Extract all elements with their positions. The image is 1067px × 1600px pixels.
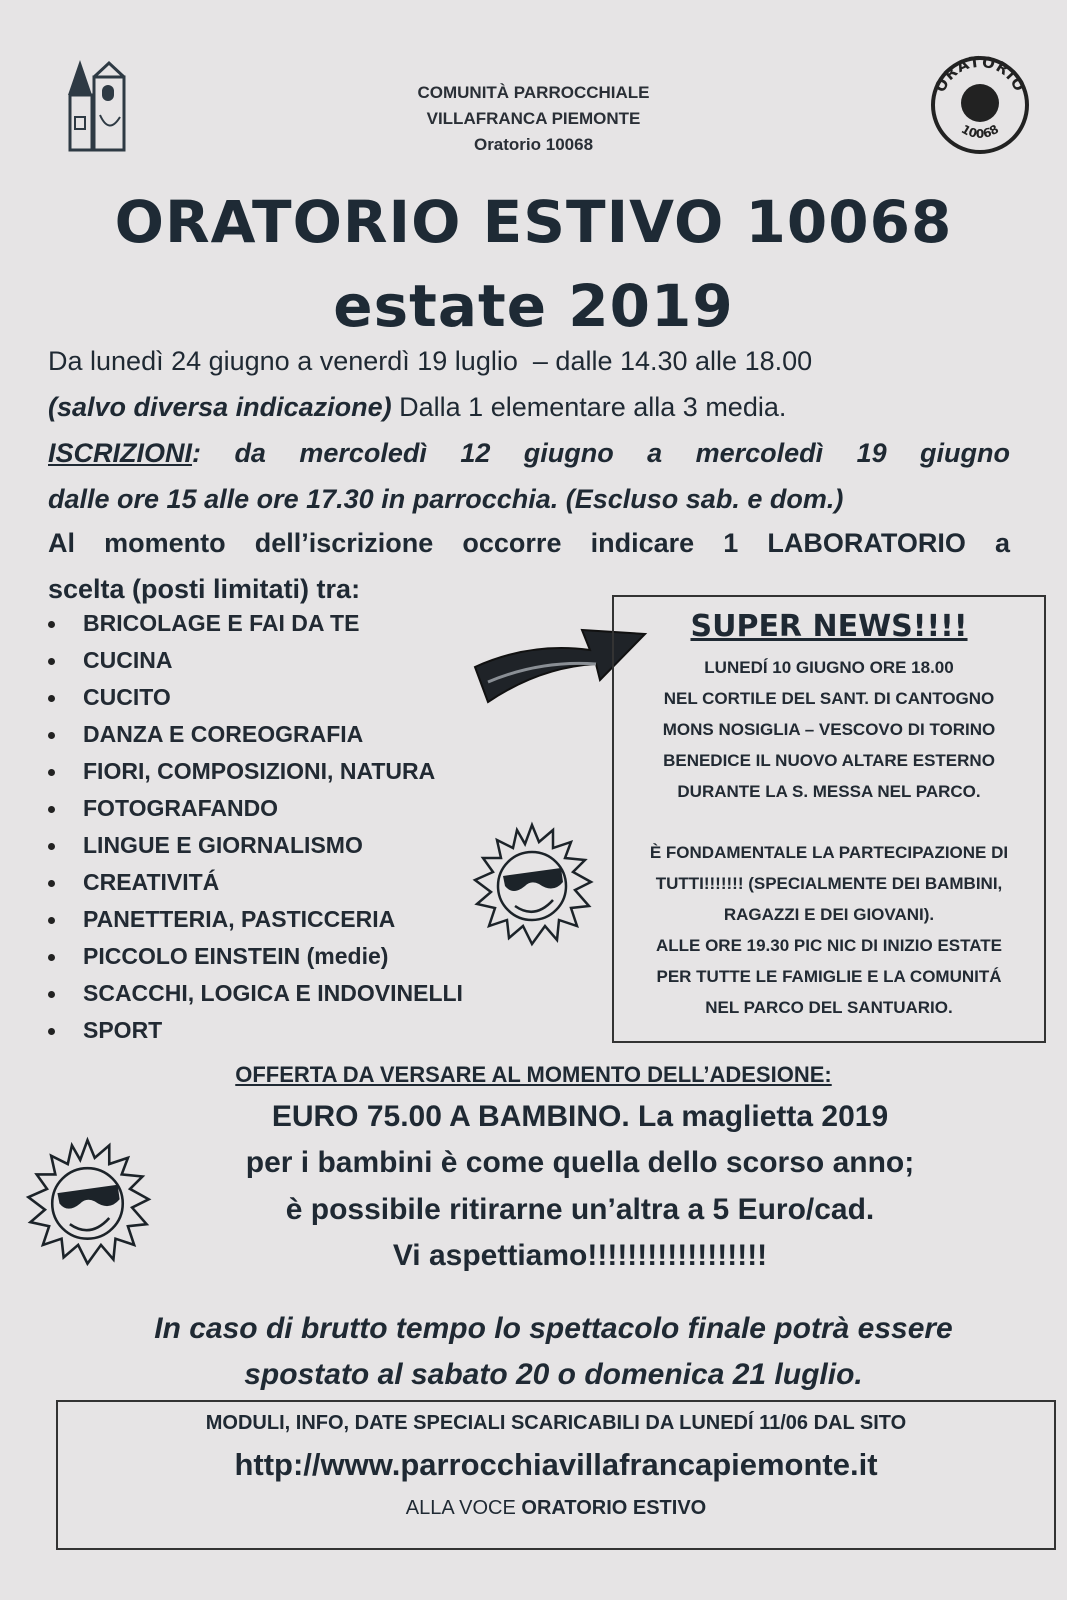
header-line-1: COMUNITÀ PARROCCHIALE <box>417 83 650 102</box>
exception-text: (salvo diversa indicazione) <box>48 392 392 422</box>
bullet-icon <box>48 880 55 887</box>
sun-sunglasses-icon <box>465 820 600 955</box>
super-news-box <box>612 595 1046 1043</box>
list-item <box>48 647 463 684</box>
news-line: NEL CORTILE DEL SANT. DI CANTOGNO <box>663 689 995 708</box>
list-item <box>48 1017 463 1054</box>
lab-intro-line-1: Al momento dell’iscrizione occorre indicare 1 LABORATORIO a <box>48 528 1010 558</box>
news-line: DURANTE LA S. MESSA NEL PARCO. <box>677 782 981 801</box>
list-item <box>48 980 463 1017</box>
bullet-icon <box>48 732 55 739</box>
super-news-title: SUPER NEWS!!!! <box>690 609 968 644</box>
lab-label: PANETTERIA, PASTICCERIA <box>83 906 396 932</box>
bullet-icon <box>48 658 55 665</box>
news-line: BENEDICE IL NUOVO ALTARE ESTERNO <box>663 751 995 770</box>
bullet-icon <box>48 806 55 813</box>
bullet-icon <box>48 769 55 776</box>
iscrizioni-line-1 <box>48 438 1010 469</box>
lab-label: SPORT <box>83 1017 163 1043</box>
offer-line-4: Vi aspettiamo!!!!!!!!!!!!!!!!!! <box>392 1239 768 1272</box>
footer-box <box>56 1400 1056 1550</box>
lab-label: CREATIVITÁ <box>83 869 220 895</box>
lab-label: FOTOGRAFANDO <box>83 795 279 821</box>
footer-line-3-pre: ALLA VOCE <box>405 1497 522 1519</box>
lab-list <box>48 610 463 1054</box>
offer-heading-text: OFFERTA DA VERSARE AL MOMENTO DELL’ADESIONE: <box>235 1062 832 1087</box>
lab-label: SCACCHI, LOGICA E INDOVINELLI <box>83 980 463 1006</box>
dash-text: – <box>532 346 548 376</box>
oratorio-stamp-icon <box>925 55 1035 155</box>
list-item <box>48 610 463 647</box>
svg-text:10068 <box>959 122 1001 141</box>
offer-line-2: per i bambini è come quella dello scorso anno; <box>245 1146 915 1179</box>
footer-line-3 <box>58 1497 1054 1520</box>
lab-label: FIORI, COMPOSIZIONI, NATURA <box>83 758 436 784</box>
news-line: NEL PARCO DEL SANTUARIO. <box>705 998 953 1017</box>
footer-line-1: MODULI, INFO, DATE SPECIALI SCARICABILI DA LUNEDÍ 11/06 DAL SITO <box>205 1412 907 1434</box>
lab-label: DANZA E COREOGRAFIA <box>83 721 364 747</box>
list-item <box>48 758 463 795</box>
list-item <box>48 906 463 943</box>
iscrizioni-text-1: da mercoledì 12 giugno a mercoledì 19 giugno <box>234 438 1010 468</box>
dates-line <box>48 346 812 377</box>
list-item <box>48 795 463 832</box>
lab-label: CUCINA <box>83 647 173 673</box>
offer-line-3: è possibile ritirarne un’altra a 5 Euro/cad. <box>285 1193 875 1226</box>
bullet-icon <box>48 954 55 961</box>
bullet-icon <box>48 991 55 998</box>
hours-text: dalle 14.30 alle 18.00 <box>555 346 813 376</box>
weather-line-2: spostato al sabato 20 o domenica 21 luglio. <box>244 1358 863 1391</box>
bullet-icon <box>48 695 55 702</box>
news-paragraph-2 <box>614 837 1044 1023</box>
lab-label: PICCOLO EINSTEIN (medie) <box>83 943 389 969</box>
list-item <box>48 943 463 980</box>
weather-line-1: In caso di brutto tempo lo spettacolo finale potrà essere <box>154 1312 953 1345</box>
news-paragraph-1 <box>614 652 1044 807</box>
stamp-bottom-text: 10068 <box>958 121 1002 141</box>
parish-header <box>0 80 1067 158</box>
bullet-icon <box>48 843 55 850</box>
iscrizioni-line-2: dalle ore 15 alle ore 17.30 in parrocchia. (Escluso sab. e dom.) <box>48 484 844 514</box>
footer-line-3-bold: ORATORIO ESTIVO <box>521 1497 707 1519</box>
classes-line <box>48 392 786 423</box>
lab-label: CUCITO <box>83 684 171 710</box>
offer-line-1: EURO 75.00 A BAMBINO. La maglietta 2019 <box>271 1100 889 1133</box>
classes-text: Dalla 1 elementare alla 3 media. <box>399 392 787 422</box>
lab-intro-line-2: scelta (posti limitati) tra: <box>48 574 361 604</box>
iscrizioni-colon: : <box>192 438 202 468</box>
lab-label: LINGUE E GIORNALISMO <box>83 832 363 858</box>
bullet-icon <box>48 1028 55 1035</box>
news-line: È FONDAMENTALE LA PARTECIPAZIONE DI <box>649 843 1009 862</box>
sun-sunglasses-icon <box>18 1135 158 1275</box>
news-line: MONS NOSIGLIA – VESCOVO DI TORINO <box>662 720 996 739</box>
news-line: RAGAZZI E DEI GIOVANI). <box>723 905 935 924</box>
list-item <box>48 721 463 758</box>
news-line: TUTTI!!!!!!! (SPECIALMENTE DEI BAMBINI, <box>655 874 1003 893</box>
website-url: http://www.parrocchiavillafrancapiemonte.it <box>234 1447 878 1482</box>
main-title: ORATORIO ESTIVO 10068 <box>114 188 953 256</box>
dates-text: Da lunedì 24 giugno a venerdì 19 luglio <box>48 346 518 376</box>
news-line: PER TUTTE LE FAMIGLIE E LA COMUNITÁ <box>656 967 1002 986</box>
main-subtitle: estate 2019 <box>333 272 734 340</box>
stamp-top-text: ORATORIO <box>930 55 1030 96</box>
bullet-icon <box>48 621 55 628</box>
header-line-2: VILLAFRANCA PIEMONTE <box>426 109 641 128</box>
header-line-3: Oratorio 10068 <box>473 135 594 154</box>
offer-heading <box>0 1062 1067 1088</box>
news-line: LUNEDÍ 10 GIUGNO ORE 18.00 <box>704 658 954 677</box>
news-line: ALLE ORE 19.30 PIC NIC DI INIZIO ESTATE <box>655 936 1003 955</box>
iscrizioni-label: ISCRIZIONI <box>48 438 193 468</box>
list-item <box>48 684 463 721</box>
list-item <box>48 832 463 869</box>
list-item <box>48 869 463 906</box>
lab-label: BRICOLAGE E FAI DA TE <box>83 610 360 636</box>
bullet-icon <box>48 917 55 924</box>
